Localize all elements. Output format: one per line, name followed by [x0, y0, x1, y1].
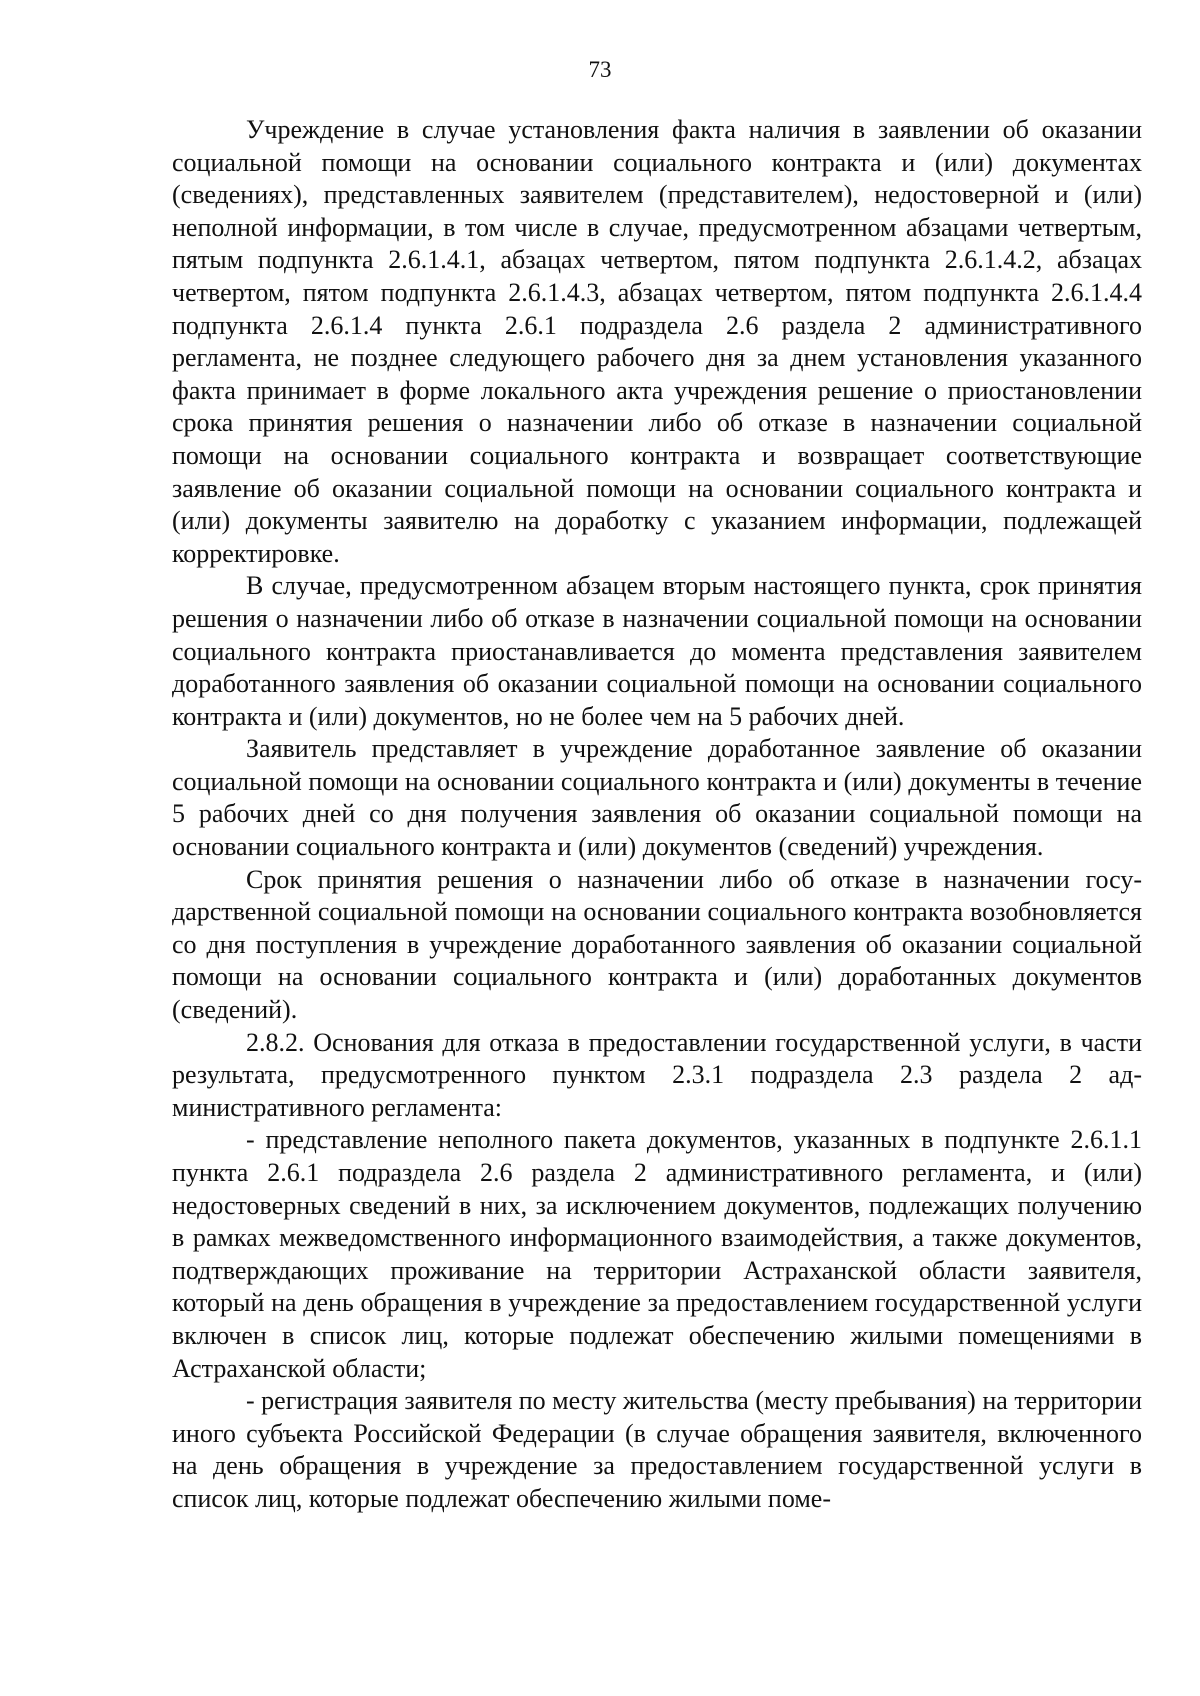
paragraph: 2.8.2. Основания для отказа в предоставлении государственной услуги, в части результата, предусмотренного пунктом 2.3.1 подраздела 2.3 раздела 2 административного регламента:: [172, 1027, 1142, 1122]
paragraph: В случае, предусмотренном абзацем вторым настоящего пункта, срок принятия решения о назначении либо об отказе в назначении социальной помощи на основании социального контракта приостанавливается до момента представления заявителем доработанного заявления об оказании социальной помощи на основании социального контракта и (или) документов, но не более чем на 5 рабочих дней.: [172, 571, 1142, 731]
list-item: - представление неполного пакета документов, указанных в подпункте 2.6.1.1 пункта 2.6.1 подраздела 2.6 раздела 2 административного регламента, и (или) недостоверных сведений в них, за исключением документов, подлежащих получению в рамках межведомственного информационного взаимодействия, а также документов, подтверждающих проживание на территории Астраханской области заявителя, который на день обращения в учреждение за предоставлением государственной услуги включен в список лиц, которые подлежат обеспечению жилыми помещениями в Астраханской области;: [172, 1125, 1142, 1383]
list-item: - регистрация заявителя по месту жительства (месту пребывания) на территории иного субъекта Российской Федерации (в случае обращения заявителя, включенного на день обращения в учреждение за предоставлением государственной услуги в список лиц, которые подлежат обеспечению жилыми поме-: [172, 1386, 1142, 1513]
document-body: [172, 114, 1142, 1516]
paragraph: Учреждение в случае установления факта наличия в заявлении об оказании социальной помощи на основании социального контракта и (или) документах (сведениях), представленных заявителем (представителем), недостоверной и (или) неполной информации, в том числе в случае, предусмотренном абзацами четвертым, пятым подпункта 2.6.1.4.1, абзацах четвертом, пятом подпункта 2.6.1.4.2, абзацах четвертом, пятом подпункта 2.6.1.4.3, абзацах четвертом, пятом подпункта 2.6.1.4.4 подпункта 2.6.1.4 пункта 2.6.1 подраздела 2.6 раздела 2 административного регламента, не позднее следующего рабочего дня за днем установления указанного факта принимает в форме локального акта учреждения решение о приостановлении срока принятия решения о назначении либо об отказе в назначении социальной помощи на основании социального контракта и возвращает соответствующие заявление об оказании социальной помощи на основании социального контракта и (или) документы заявителю на доработку с указанием информации, подлежащей корректировке.: [172, 115, 1142, 568]
paragraph: Срок принятия решения о назначении либо об отказе в назначении государственной социальной помощи на основании социального контракта возобновляется со дня поступления в учреждение доработанного заявления об оказании социальной помощи на основании социального контракта и (или) доработанных документов (сведений).: [172, 864, 1142, 1025]
paragraph: Заявитель представляет в учреждение доработанное заявление об оказании социальной помощи на основании социального контракта и (или) документы в течение 5 рабочих дней со дня получения заявления об оказании социальной помощи на основании социального контракта и (или) документов (сведений) учреждения.: [172, 734, 1142, 862]
page-number: 73: [588, 57, 612, 82]
